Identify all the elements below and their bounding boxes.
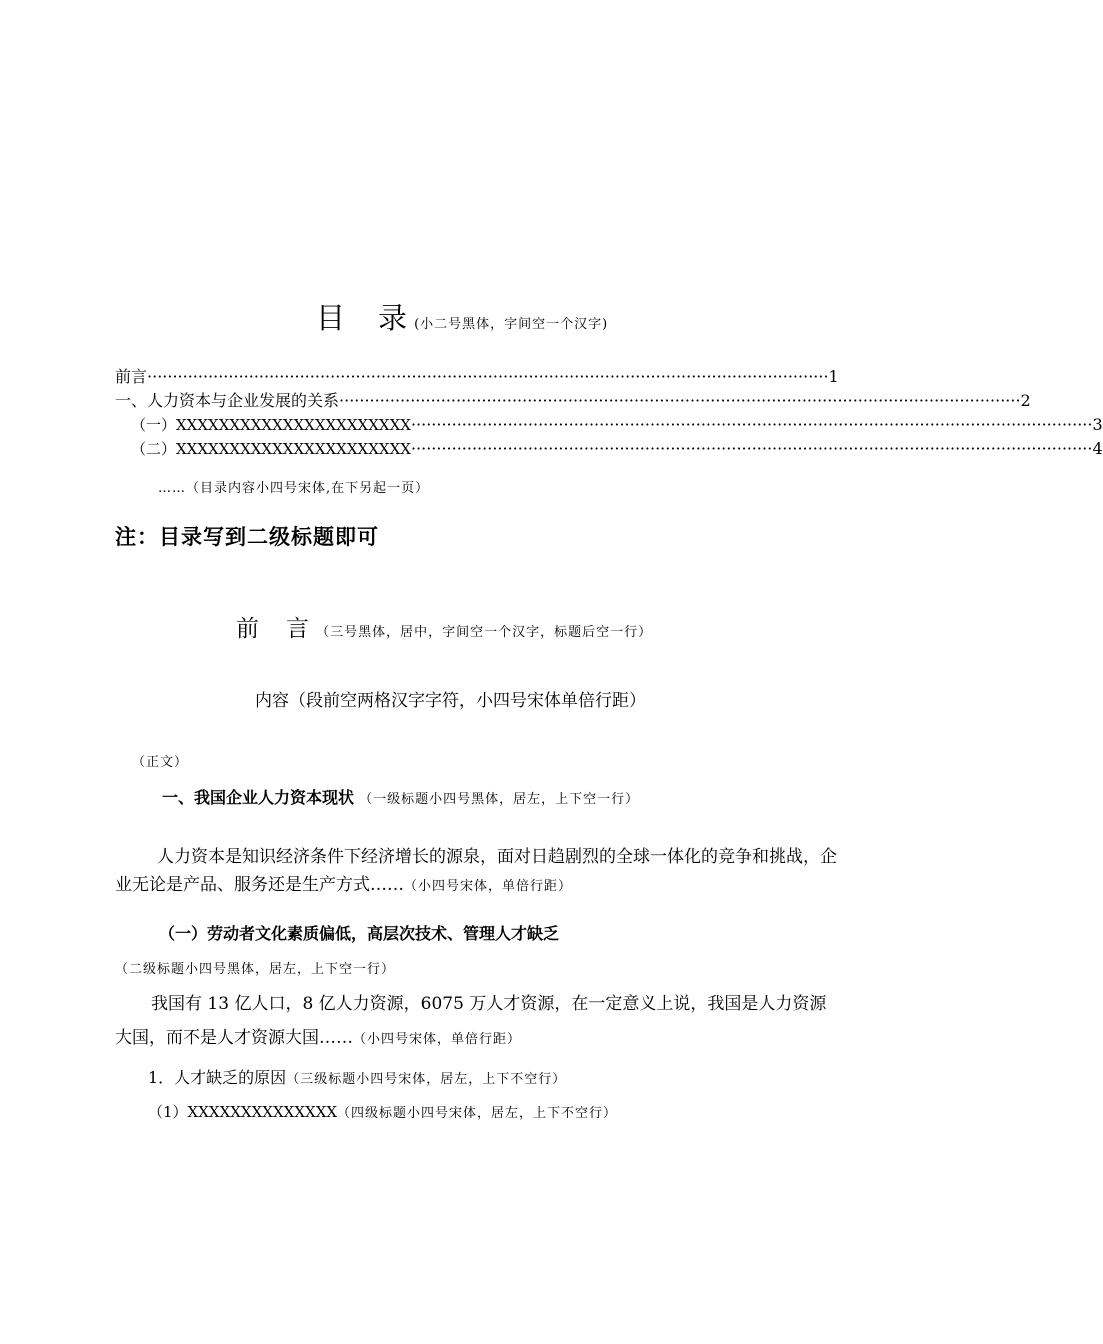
- toc-leader: ······································································································································: [410, 439, 1093, 458]
- heading-level-2-note: （二级标题小四号黑体，居左，上下空一行）: [115, 962, 396, 977]
- toc-leader: ······································································································································: [410, 415, 1093, 434]
- toc-title-line: [316, 296, 608, 337]
- toc-entry-page: 1: [828, 367, 839, 386]
- heading-level-1: [162, 785, 639, 808]
- paragraph-1-note: （小四号宋体，单倍行距）: [404, 879, 573, 894]
- heading-level-3-note: （三级标题小四号宋体，居左，上下不空行）: [286, 1072, 567, 1087]
- paragraph-2: [115, 987, 837, 1057]
- preface-title-note: （三号黑体，居中，字间空一个汉字，标题后空一行）: [316, 625, 653, 640]
- paragraph-1: [115, 843, 837, 901]
- toc-tip: 注：目录写到二级标题即可: [115, 525, 379, 549]
- toc-entry-label: 一、人力资本与企业发展的关系: [115, 391, 340, 410]
- toc-entry-label: （二）XXXXXXXXXXXXXXXXXXXXXX: [131, 440, 411, 458]
- body-label: （正文）: [132, 755, 189, 770]
- heading-level-3: [148, 1065, 566, 1088]
- heading-level-2-text: （一）劳动者文化素质偏低，高层次技术、管理人才缺乏: [159, 924, 560, 943]
- preface-title-line: [236, 610, 652, 643]
- toc-entry: [131, 415, 1103, 435]
- paragraph-1-text: 人力资本是知识经济条件下经济增长的源泉，面对日趋剧烈的全球一体化的竞争和挑战，企业无论是产品、服务还是生产方式……: [115, 847, 837, 895]
- toc-entry-label: （一）XXXXXXXXXXXXXXXXXXXXXX: [131, 416, 411, 434]
- heading-level-1-note: （一级标题小四号黑体，居左，上下空一行）: [359, 792, 640, 807]
- preface-title: 前 言: [236, 616, 311, 642]
- toc-entry-page: 4: [1092, 439, 1103, 458]
- heading-level-4: [148, 1101, 617, 1122]
- toc-entry-page: 2: [1020, 391, 1031, 410]
- toc-leader: ······································································································································: [339, 391, 1021, 410]
- preface-content-note: 内容（段前空两格汉字字符，小四号宋体单倍行距）: [255, 691, 646, 711]
- toc-entry-page: 3: [1092, 415, 1103, 434]
- heading-level-4-note: （四级标题小四号宋体，居左，上下不空行）: [337, 1106, 618, 1121]
- paragraph-2-note: （小四号宋体，单倍行距）: [353, 1032, 522, 1047]
- toc-entry: [131, 439, 1103, 459]
- toc-leader: ······································································································································: [147, 367, 829, 386]
- heading-level-4-text: （1）XXXXXXXXXXXXXX: [148, 1103, 338, 1121]
- toc-entry: [115, 367, 839, 387]
- heading-level-1-text: 一、我国企业人力资本现状: [162, 788, 355, 807]
- toc-entry-label: 前言: [115, 367, 148, 386]
- toc-title-note: (小二号黑体，字间空一个汉字): [414, 317, 609, 332]
- toc-entry: [115, 391, 1031, 411]
- toc-more-note: ……（目录内容小四号宋体,在下另起一页）: [158, 481, 430, 496]
- heading-level-2: [115, 917, 837, 987]
- heading-level-3-text: 1．人才缺乏的原因: [148, 1068, 287, 1087]
- paragraph-2-text: 我国有 13 亿人口，8 亿人力资源，6075 万人才资源，在一定意义上说，我国是人力资源大国，而不是人才资源大国……: [115, 994, 827, 1048]
- toc-title: 目 录: [316, 301, 410, 335]
